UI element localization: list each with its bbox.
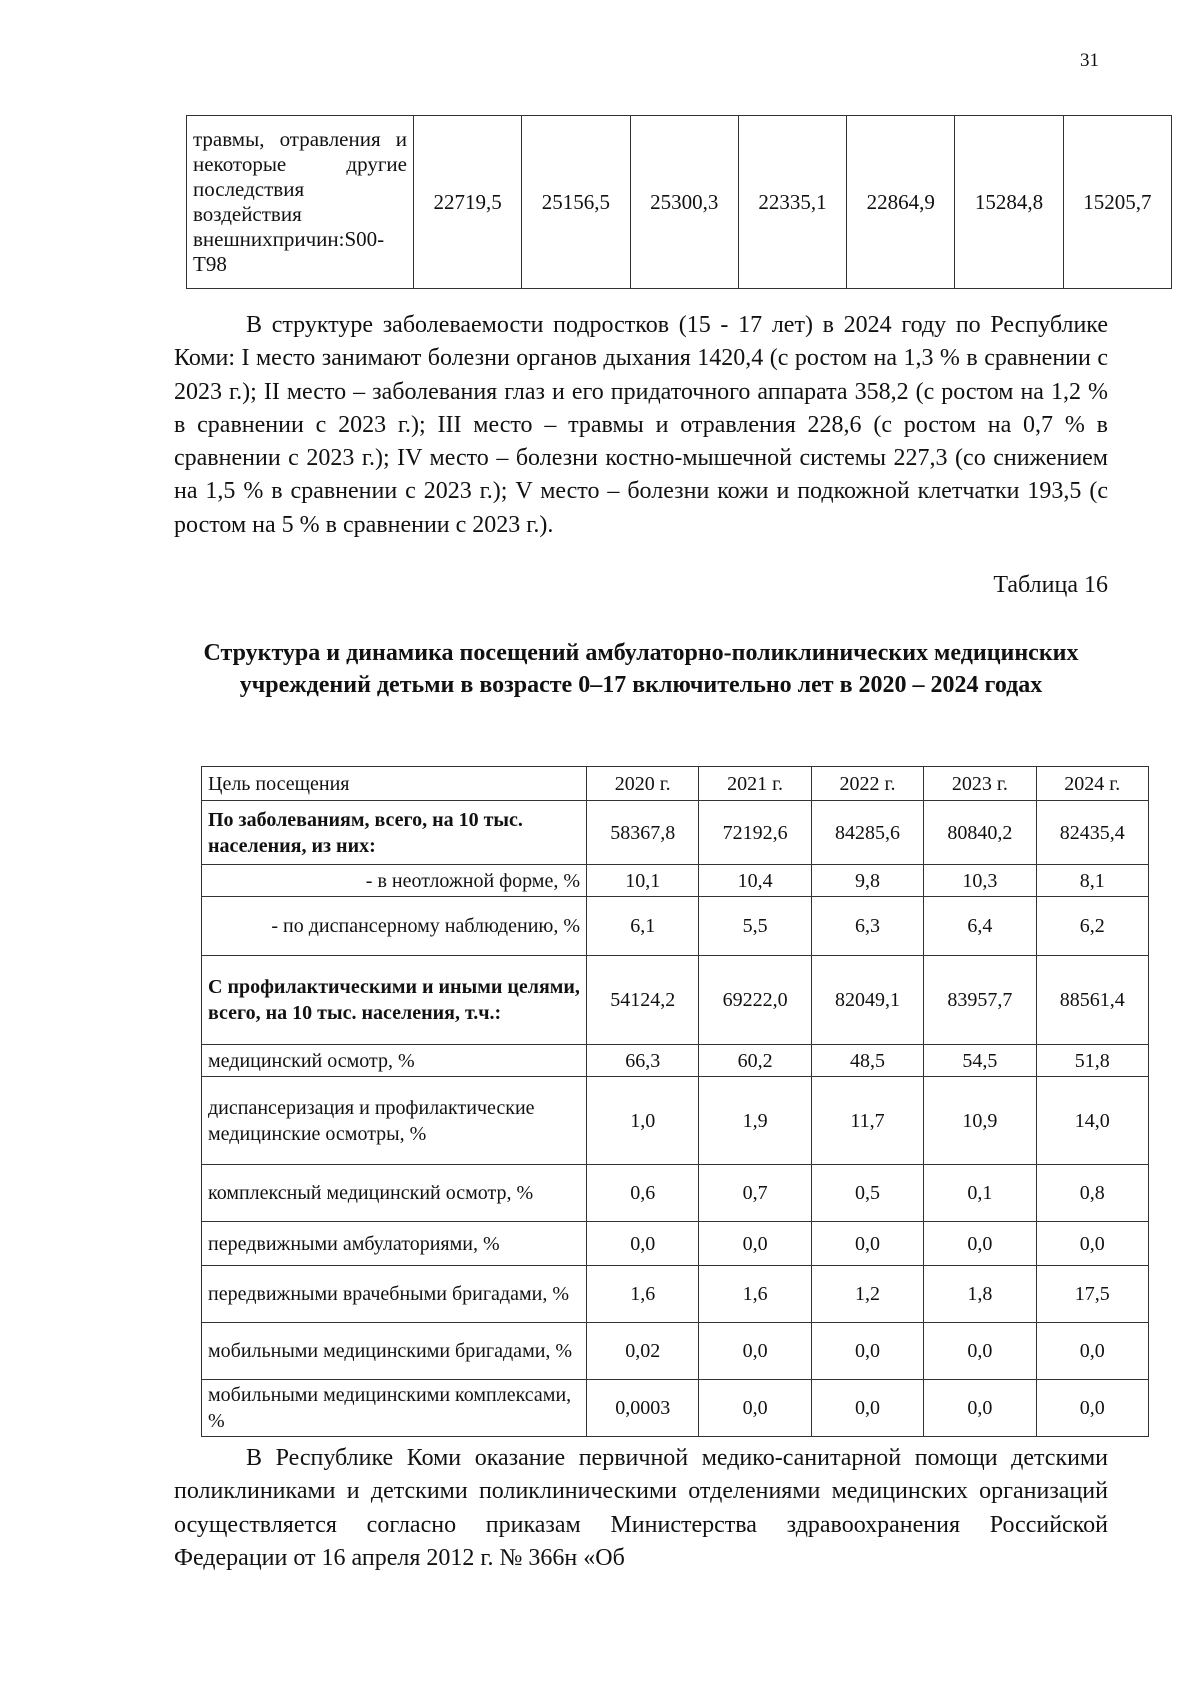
header-cell: 2023 г. <box>924 767 1036 801</box>
row-label: - по диспансерному наблюдению, % <box>202 897 587 956</box>
table-cell: 48,5 <box>811 1045 923 1077</box>
header-cell: 2020 г. <box>587 767 699 801</box>
row-label: диспансеризация и профилактические медицинские осмотры, % <box>202 1077 587 1165</box>
table-cell: 0,0 <box>1036 1222 1148 1266</box>
header-cell: 2022 г. <box>811 767 923 801</box>
table-cell: 0,0 <box>699 1380 811 1437</box>
table-cell: 22335,1 <box>738 116 846 289</box>
table-cell: 82049,1 <box>811 956 923 1045</box>
table-cell: 0,7 <box>699 1165 811 1222</box>
table-cell: 0,0 <box>811 1380 923 1437</box>
table-cell: 6,4 <box>924 897 1036 956</box>
table-row <box>202 1165 1149 1222</box>
table-cell: 6,3 <box>811 897 923 956</box>
table-cell: 6,2 <box>1036 897 1148 956</box>
table-row <box>187 116 1172 289</box>
table-cell: 15284,8 <box>955 116 1063 289</box>
table-cell: 51,8 <box>1036 1045 1148 1077</box>
table-row <box>202 1266 1149 1323</box>
table-cell: 10,9 <box>924 1077 1036 1165</box>
table-cell: 10,4 <box>699 865 811 897</box>
table-cell: 83957,7 <box>924 956 1036 1045</box>
visits-table <box>201 766 1149 1437</box>
row-label: медицинский осмотр, % <box>202 1045 587 1077</box>
table-cell: 0,0 <box>811 1222 923 1266</box>
table-cell: 0,0 <box>924 1222 1036 1266</box>
table-cell: 25300,3 <box>630 116 738 289</box>
table-row <box>202 1077 1149 1165</box>
row-label: - в неотложной форме, % <box>202 865 587 897</box>
table-cell: 0,0 <box>811 1323 923 1380</box>
table-cell: 1,9 <box>699 1077 811 1165</box>
table-cell: 15205,7 <box>1063 116 1171 289</box>
table-row <box>202 801 1149 865</box>
table-cell: 0,0 <box>924 1380 1036 1437</box>
header-cell: 2024 г. <box>1036 767 1148 801</box>
table-cell: 5,5 <box>699 897 811 956</box>
row-label: мобильными медицинскими комплексами, % <box>202 1380 587 1437</box>
table-cell: 10,1 <box>587 865 699 897</box>
table-row <box>202 1222 1149 1266</box>
table-cell: 72192,6 <box>699 801 811 865</box>
table-header-row <box>202 767 1149 801</box>
table-cell: 17,5 <box>1036 1266 1148 1323</box>
table-cell: 0,5 <box>811 1165 923 1222</box>
table-cell: 1,8 <box>924 1266 1036 1323</box>
table-cell: 54124,2 <box>587 956 699 1045</box>
table-cell: 14,0 <box>1036 1077 1148 1165</box>
page-number: 31 <box>1080 50 1099 71</box>
table-cell: 10,3 <box>924 865 1036 897</box>
table-title: Структура и динамика посещений амбулаторно-поликлинических медицинских учреждений детьми в возрасте 0–17 включительно лет в 2020 – 2024 годах <box>203 640 1079 698</box>
table-label: Таблица 16 <box>993 572 1108 598</box>
table-cell: 88561,4 <box>1036 956 1148 1045</box>
table-cell: 0,02 <box>587 1323 699 1380</box>
table-cell: 54,5 <box>924 1045 1036 1077</box>
table-cell: 1,6 <box>587 1266 699 1323</box>
table-cell: 9,8 <box>811 865 923 897</box>
continued-table <box>186 115 1172 289</box>
table-cell: 6,1 <box>587 897 699 956</box>
table-row <box>202 1045 1149 1077</box>
table-cell: 0,0 <box>1036 1323 1148 1380</box>
table-cell: 0,0 <box>587 1222 699 1266</box>
row-label: передвижными врачебными бригадами, % <box>202 1266 587 1323</box>
table-cell: 8,1 <box>1036 865 1148 897</box>
row-label: мобильными медицинскими бригадами, % <box>202 1323 587 1380</box>
table-cell: 0,0 <box>699 1222 811 1266</box>
table-cell: 1,0 <box>587 1077 699 1165</box>
table-cell: 80840,2 <box>924 801 1036 865</box>
table-cell: 0,8 <box>1036 1165 1148 1222</box>
table-cell: 66,3 <box>587 1045 699 1077</box>
table-row <box>202 1380 1149 1437</box>
header-cell: 2021 г. <box>699 767 811 801</box>
table-cell: 1,6 <box>699 1266 811 1323</box>
body-paragraph: В Республике Коми оказание первичной медико-санитарной помощи детскими поликлиниками и детскими поликлиническими отделениями медицинских организаций осуществляется согласно приказам Министерства здравоохранения Российской Федерации от 16 апреля 2012 г. № 366н «Об <box>174 1445 1108 1571</box>
row-label: травмы, отравления и некоторые другие последствия воздействия внешнихпричин:S00-T98 <box>187 116 414 289</box>
table-cell: 0,0 <box>1036 1380 1148 1437</box>
table-cell: 1,2 <box>811 1266 923 1323</box>
table-cell: 0,6 <box>587 1165 699 1222</box>
table-cell: 82435,4 <box>1036 801 1148 865</box>
row-label: комплексный медицинский осмотр, % <box>202 1165 587 1222</box>
table-cell: 0,0 <box>924 1323 1036 1380</box>
table-cell: 11,7 <box>811 1077 923 1165</box>
body-paragraph: В структуре заболеваемости подростков (15 - 17 лет) в 2024 году по Республике Коми: I место занимают болезни органов дыхания 1420,4 (с ростом на 1,3 % в сравнении с 2023 г.); II место – заболевания глаз и его придаточного аппарата 358,2 (с ростом на 1,2 % в сравнении с 2023 г.); III место – травмы и отравления 228,6 (с ростом на 0,7 % в сравнении с 2023 г.); IV место – болезни костно-мышечной системы 227,3 (со снижением на 1,5 % в сравнении с 2023 г.); V место – болезни кожи и подкожной клетчатки 193,5 (с ростом на 5 % в сравнении с 2023 г.). <box>174 312 1108 538</box>
header-cell: Цель посещения <box>202 767 587 801</box>
row-label: передвижными амбулаториями, % <box>202 1222 587 1266</box>
table-row <box>202 956 1149 1045</box>
table-cell: 22864,9 <box>847 116 955 289</box>
table-cell: 0,1 <box>924 1165 1036 1222</box>
table-row <box>202 897 1149 956</box>
table-cell: 60,2 <box>699 1045 811 1077</box>
row-label: С профилактическими и иными целями, всего, на 10 тыс. населения, т.ч.: <box>202 956 587 1045</box>
table-cell: 0,0 <box>699 1323 811 1380</box>
table-row <box>202 865 1149 897</box>
table-cell: 22719,5 <box>414 116 522 289</box>
table-cell: 0,0003 <box>587 1380 699 1437</box>
table-cell: 25156,5 <box>522 116 630 289</box>
table-cell: 69222,0 <box>699 956 811 1045</box>
table-row <box>202 1323 1149 1380</box>
row-label: По заболеваниям, всего, на 10 тыс. населения, из них: <box>202 801 587 865</box>
table-cell: 84285,6 <box>811 801 923 865</box>
table-cell: 58367,8 <box>587 801 699 865</box>
